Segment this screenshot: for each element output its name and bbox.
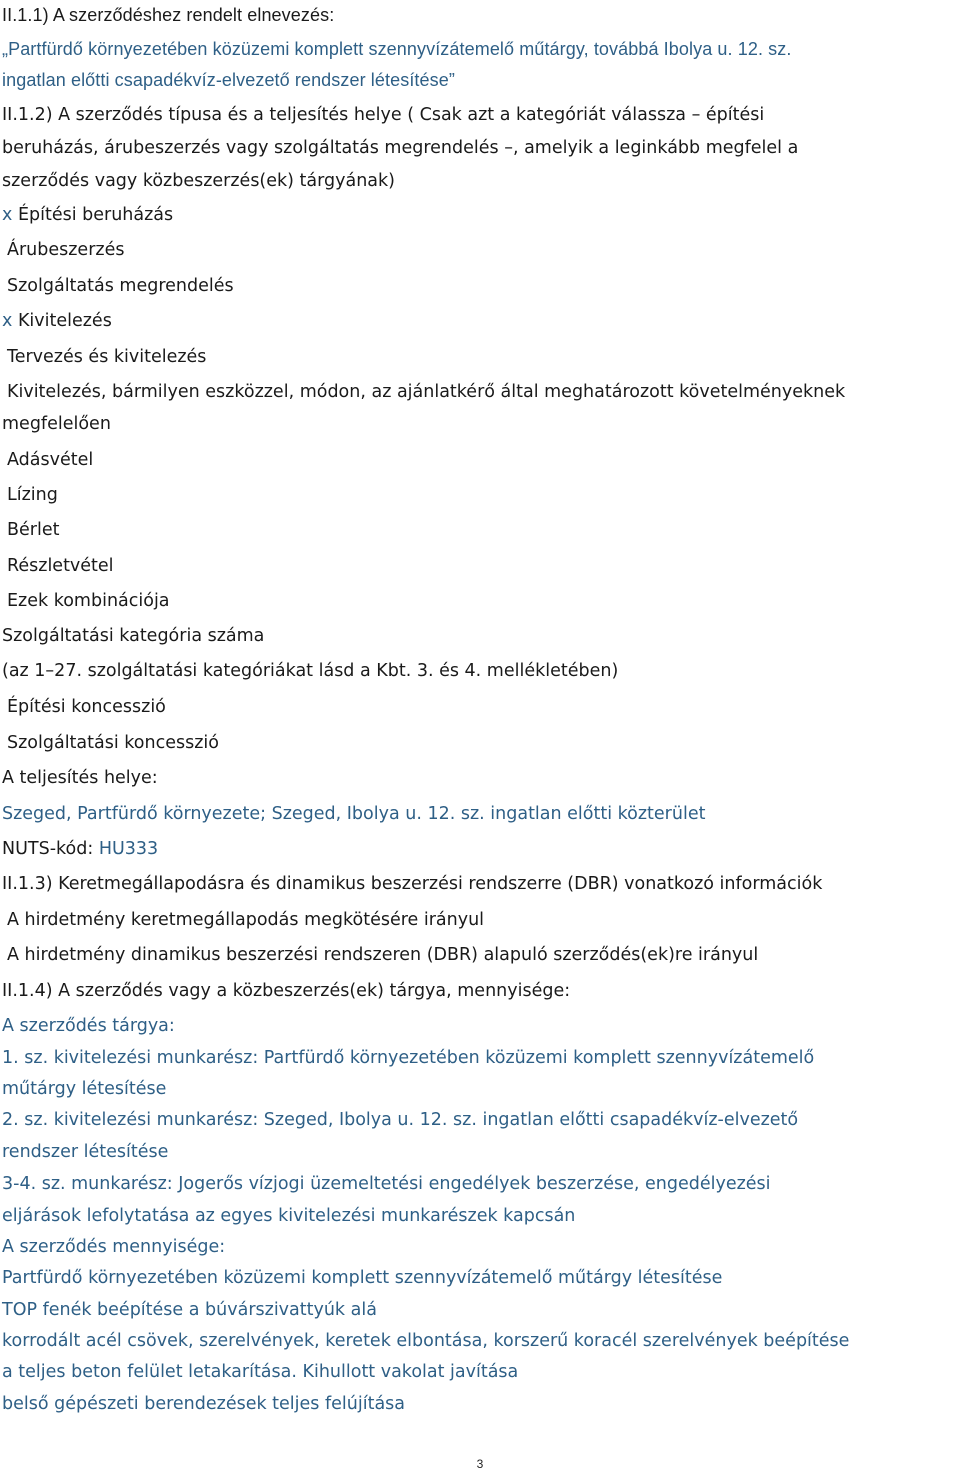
quantity-item: korrodált acél csövek, szerelvények, keretek elbontása, korszerű koracél szerelvények beépítése — [2, 1331, 850, 1351]
section-heading-2-1-4: II.1.4) A szerződés vagy a közbeszerzés(ek) tárgya, mennyisége: — [2, 981, 571, 1001]
option-label: Kivitelezés — [17, 311, 112, 331]
contract-quantity-label: A szerződés mennyisége: — [2, 1237, 226, 1257]
section-heading-2-1-1: II.1.1) A szerződéshez rendelt elnevezés: — [2, 5, 335, 25]
subject-item-2: 2. sz. kivitelezési munkarész: Szeged, Ibolya u. 12. sz. ingatlan előtti csapadékvíz-elvezető — [2, 1110, 799, 1130]
quantity-item: a teljes beton felület letakarítása. Kihullott vakolat javítása — [2, 1362, 519, 1382]
place-of-performance-label: A teljesítés helye: — [2, 768, 158, 788]
subject-item-1: 1. sz. kivitelezési munkarész: Partfürdő környezetében közüzemi komplett szennyvízátemelő — [2, 1048, 815, 1068]
option-execution-any-means-cont: megfelelően — [2, 414, 111, 434]
nuts-code-label: NUTS-kód: — [2, 839, 94, 859]
section-heading-2-1-3: II.1.3) Keretmegállapodásra és dinamikus beszerzési rendszerre (DBR) vonatkozó információk — [2, 874, 823, 894]
contract-name-line-2: ingatlan előtti csapadékvíz-elvezető rendszer létesítése” — [2, 70, 455, 90]
subject-item-1-cont: műtárgy létesítése — [2, 1079, 167, 1099]
option-design-and-execution: Tervezés és kivitelezés — [7, 347, 207, 367]
subject-item-3-4: 3-4. sz. munkarész: Jogerős vízjogi üzemeltetési engedélyek beszerzése, engedélyezési — [2, 1174, 771, 1194]
paragraph-line: beruházás, árubeszerzés vagy szolgáltatás megrendelés –, amelyik a leginkább megfelel a — [2, 138, 799, 158]
option-leasing: Lízing — [7, 485, 58, 505]
option-combination: Ezek kombinációja — [7, 591, 170, 611]
contract-name-line-1: „Partfürdő környezetében közüzemi komplett szennyvízátemelő műtárgy, továbbá Ibolya u. 12. sz. — [2, 39, 792, 59]
option-construction-investment — [2, 204, 173, 226]
page-number: 3 — [476, 1457, 484, 1471]
option-installment: Részletvétel — [7, 556, 114, 576]
quantity-item: belső gépészeti berendezések teljes felújítása — [2, 1394, 406, 1414]
option-procurement: Árubeszerzés — [7, 240, 125, 260]
nuts-code — [2, 838, 158, 860]
option-framework-agreement: A hirdetmény keretmegállapodás megkötésére irányul — [7, 910, 485, 930]
option-purchase: Adásvétel — [7, 450, 94, 470]
paragraph-line: szerződés vagy közbeszerzés(ek) tárgyának) — [2, 171, 395, 191]
option-execution-any-means: Kivitelezés, bármilyen eszközzel, módon, az ajánlatkérő által meghatározott követelményeknek — [7, 382, 846, 402]
section-heading-2-1-2: II.1.2) A szerződés típusa és a teljesítés helye ( Csak azt a kategóriát válassza – építési — [2, 105, 765, 125]
place-of-performance-value: Szeged, Partfürdő környezete; Szeged, Ibolya u. 12. sz. ingatlan előtti közterület — [2, 804, 706, 824]
option-service-concession: Szolgáltatási koncesszió — [7, 733, 219, 753]
contract-subject-label: A szerződés tárgya: — [2, 1016, 175, 1036]
subject-item-3-4-cont: eljárások lefolytatása az egyes kivitelezési munkarészek kapcsán — [2, 1206, 576, 1226]
subject-item-2-cont: rendszer létesítése — [2, 1142, 169, 1162]
service-category-label: Szolgáltatási kategória száma — [2, 626, 265, 646]
option-dynamic-purchasing: A hirdetmény dinamikus beszerzési rendszeren (DBR) alapuló szerződés(ek)re irányul — [7, 945, 759, 965]
quantity-item: Partfürdő környezetében közüzemi komplett szennyvízátemelő műtárgy létesítése — [2, 1268, 723, 1288]
service-category-note: (az 1–27. szolgáltatási kategóriákat lásd a Kbt. 3. és 4. mellékletében) — [2, 661, 619, 681]
option-execution — [2, 310, 112, 332]
checkbox-mark: x — [2, 311, 13, 331]
quantity-item: TOP fenék beépítése a búvárszivattyúk alá — [2, 1300, 377, 1320]
option-works-concession: Építési koncesszió — [7, 697, 166, 717]
checkbox-mark: x — [2, 205, 13, 225]
nuts-code-value: HU333 — [98, 839, 159, 859]
option-rental: Bérlet — [7, 520, 60, 540]
option-label: Építési beruházás — [17, 205, 174, 225]
option-service-order: Szolgáltatás megrendelés — [7, 276, 234, 296]
